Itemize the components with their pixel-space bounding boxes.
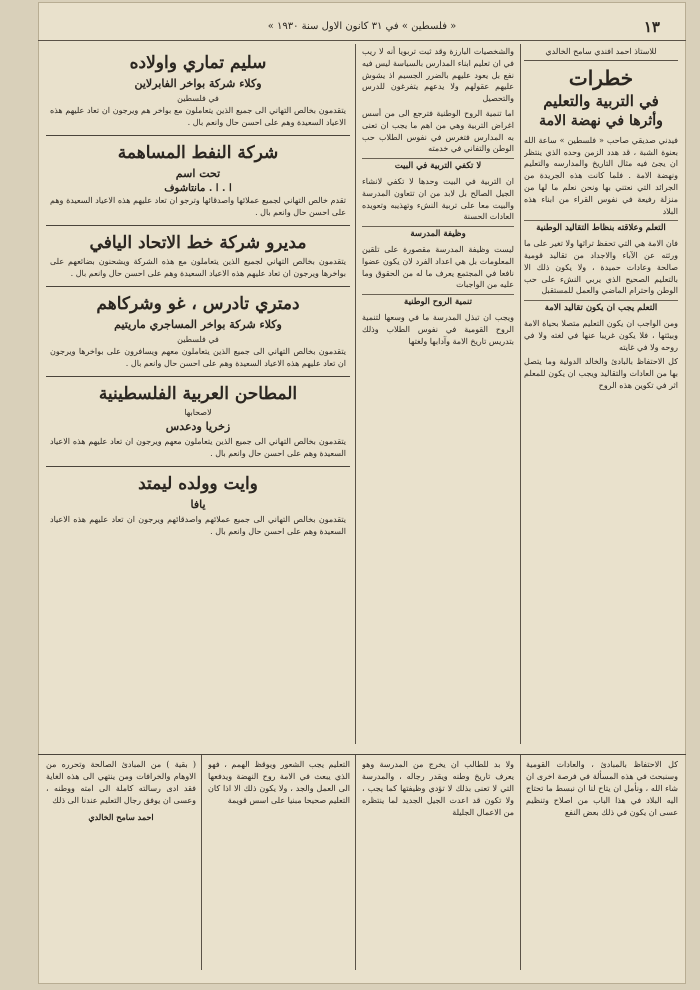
- paragraph: كل الاحتفاظ بالبادئ والخالد الدولية وما يتصل بها من العادات والتقاليد ويجب ان يكون للمعلم اثر في تكوين هذه الروح: [524, 357, 678, 390]
- paragraph: ومن الواجب ان يكون التعليم متصلا بحياة الامة وبيئتها ، فلا يكون غريبا عنها في لغته ولا في روحه ولا في غايته: [524, 318, 678, 352]
- bottom-column-3: التعليم يجب الشعور ويوقظ الهمم ، فهو الذي يبعث في الامة روح النهضة ويدفعها الى العمل والجد ، ولا يكون ذلك الا اذا كان التعليم صحيحا مبنيا على اسس قويمة: [208, 760, 350, 805]
- paragraph: اما تنمية الروح الوطنية فترجع الى من أسس اغراض التربية وهي من اهم ما يجب ان تعنى به المدارس فتغرس في نفوس الطلاب حب الوطن والتفاني في خدمته: [362, 108, 514, 154]
- ad-location: في فلسطين: [177, 335, 219, 344]
- ad-arab-mills: [46, 377, 350, 467]
- ad-white-and-son: [46, 467, 350, 544]
- page-number: ١٣: [643, 18, 660, 36]
- ad-dimitri-tadros: [46, 287, 350, 377]
- ad-title: سليم تماري واولاده: [129, 53, 267, 73]
- ad-title: دمتري تادرس ، غو وشركاهم: [96, 294, 300, 314]
- ad-jaffa-line: [46, 226, 350, 287]
- paragraph: ليست وظيفة المدرسة مقصورة على تلقين المعلومات بل هي اعداد الفرد لان يكون عضوا نافعا في المجتمع يعرف ما له من الحقوق وما عليه من الواجبات: [362, 244, 514, 290]
- paragraph: ( بقية ) من المبادئ الصالحة وتحرره من الاوهام والخرافات ومن ينتهي الى هذه الغاية فقد ادى رسالته كاملة الى امته ووطنه ، وعسى ان يوفق رجال التعليم عندنا الى ذلك: [46, 760, 196, 805]
- bottom-column-1: كل الاحتفاظ بالمبادئ ، والعادات القومية وسنبحث في هذه المسألة في فرصة اخرى ان شاء الله ، ونأمل ان يتاح لنا ان نبسط ما تحتاج اليه البلاد في هذا الباب من اصلاح وتنظيم عسى ان يكون في ذلك بعض النفع: [526, 760, 678, 817]
- section-heading: لا تكفي التربية في البيت: [362, 158, 514, 173]
- ad-location: في فلسطين: [177, 94, 219, 103]
- paragraph: فان الامة هي التي تحفظ تراثها ولا تغير على ما ورثته عن الآباء والاجداد من تقاليد قومية صالحة وعادات حميدة ، ولا يكون ذلك الا بالتعليم الصحيح الذي يربي النشء على حب الوطن واحترام الماضي والعمل للمستقبل: [524, 239, 678, 296]
- article-column-2: [362, 46, 514, 736]
- bottom-column-4: [46, 759, 196, 970]
- column-divider: [520, 755, 521, 970]
- section-heading: التعلم وعلاقته بنظاط التقاليد الوطنية: [524, 220, 678, 235]
- ad-subtitle: وكلاء شركة بواخر المساجري ماريتيم: [114, 318, 282, 331]
- article-title: خطرات: [568, 65, 634, 90]
- ad-body: يتقدمون بخالص التهاني الى جميع الذين يتعاملون معهم ويسافرون على بواخرها ويرجون ان تعاد عليهم هذه الاعياد السعيدة وهم على احسن حال وانعم بال .: [50, 347, 346, 368]
- column-divider: [355, 755, 356, 970]
- article-subtitle-2: وأثرها في نهضة الامة: [539, 112, 663, 129]
- article-column-1: [524, 46, 678, 736]
- ad-title: مديرو شركة خط الاتحاد اليافي: [89, 233, 307, 253]
- article-byline: للاستاذ احمد افندي سامح الخالدي: [524, 46, 678, 61]
- ad-title: شركة النفط المساهمة: [117, 143, 279, 163]
- ad-subtitle: لاصحابها: [184, 408, 212, 417]
- section-heading: التعلم يجب ان يكون تقاليد الامة: [524, 300, 678, 315]
- ad-body: يتقدمون بخالص التهاني لجميع الذين يتعاملون مع هذه الشركة ويشحنون بضائعهم على بواخرها ويرجون ان تعاد عليهم هذه الاعياد السعيدة وهم على احسن حال وانعم بال .: [50, 257, 346, 278]
- paragraph: فيدني صديقي صاحب « فلسطين » ساعة الله بعنوة الشبة ، قد هدد الزمن وحده الذي ينتظر ان يجئ فيه مثال التاريخ والمدارسه والتعليم ونهضة الامة . فلما كانت هذه الجريدة من الجرائد التي نعتني بها ونحن نعلم ما لها من منزلة رفيعة في نفوس القراء من ابناء هذه البلاد: [524, 135, 678, 216]
- bottom-strip: [38, 754, 686, 970]
- ad-title: المطاحن العربية الفلسطينية: [98, 384, 298, 404]
- ad-subtitle: تحت اسم: [175, 167, 221, 180]
- page-header: [38, 16, 686, 41]
- ads-column: [46, 46, 350, 748]
- ad-body: يتقدمون بخالص التهاني الى جميع الذين يتعاملون مع بواخر هم ويرجون ان تعاد عليهم هذه الاعياد السعيدة وهم على احسن حال وانعم بال .: [50, 106, 346, 127]
- ad-title: وايت وولده ليمتد: [138, 474, 258, 494]
- column-divider: [355, 44, 356, 744]
- column-divider: [520, 44, 521, 744]
- paragraph: ويجب ان تبذل المدرسة ما في وسعها لتنمية الروح القومية في نفوس الطلاب وذلك بتدريس تاريخ الامة وآدابها ولغتها: [362, 312, 514, 346]
- ad-body: تقدم خالص التهاني لجميع عملائها واصدقائها وترجو ان تعاد عليهم هذه الاعياد السعيدة وهم على احسن حال وانعم بال .: [50, 196, 346, 217]
- newspaper-page: [38, 2, 686, 984]
- section-heading: وظيفة المدرسة: [362, 226, 514, 241]
- ad-location: ا . ا . مانتاشوف: [164, 183, 232, 194]
- paragraph: ان التربية في البيت وحدها لا تكفي لانشاء الجيل الصالح بل لابد من ان تتعاون المدرسة والبيت معا على تربية النشء وتهذيبه وتعويده العادات الحسنة: [362, 176, 514, 222]
- article-signature: احمد سامح الخالدي: [88, 812, 154, 822]
- section-heading: تنمية الروح الوطنية: [362, 294, 514, 309]
- column-divider: [201, 755, 202, 970]
- bottom-column-2: ولا بد للطالب ان يخرج من المدرسة وهو يعرف تاريخ وطنه ويقدر رجاله ، والمدرسة التي لا تعنى بذلك لا تؤدي وظيفتها كما يجب ، ولا تكون قد اعدت الجيل الجديد لما ينتظره من الاعمال الجليلة: [362, 760, 514, 817]
- ad-subtitle: يافا: [190, 498, 206, 511]
- ad-owners: زخريا ودعدس: [165, 420, 231, 433]
- dateline: « فلسطين » في ٣١ كانون الاول سنة ١٩٣٠ »: [267, 21, 457, 32]
- ad-salim-tamari: [46, 46, 350, 136]
- ad-body: يتقدمون بخالص التهاني الى جميع الذين يتعاملون معهم ويرجون ان تعاد عليهم هذه الاعياد السعيدة وهم على احسن حال وانعم بال .: [50, 437, 346, 458]
- paragraph: والشخصيات البارزة وقد ثبت تربويا أنه لا ريب في ان تعليم ابناء المدارس بالسياسة ليس فيه نفع بل يعود عليهم بالضرر الجسيم اذ يشوش عليهم عقولهم ولا يدعهم يتفرغون للدرس والتحصيل: [362, 47, 514, 104]
- ad-body: يتقدمون بخالص التهاني الى جميع عملائهم واصدقائهم ويرجون ان تعاد عليهم هذه الاعياد السعيدة وهم على احسن حال وانعم بال .: [50, 515, 346, 536]
- ad-oil-company: [46, 136, 350, 226]
- ad-subtitle: وكلاء شركة بواخر الفابرلاين: [134, 77, 262, 90]
- article-subtitle: في التربية والتعليم: [543, 91, 659, 110]
